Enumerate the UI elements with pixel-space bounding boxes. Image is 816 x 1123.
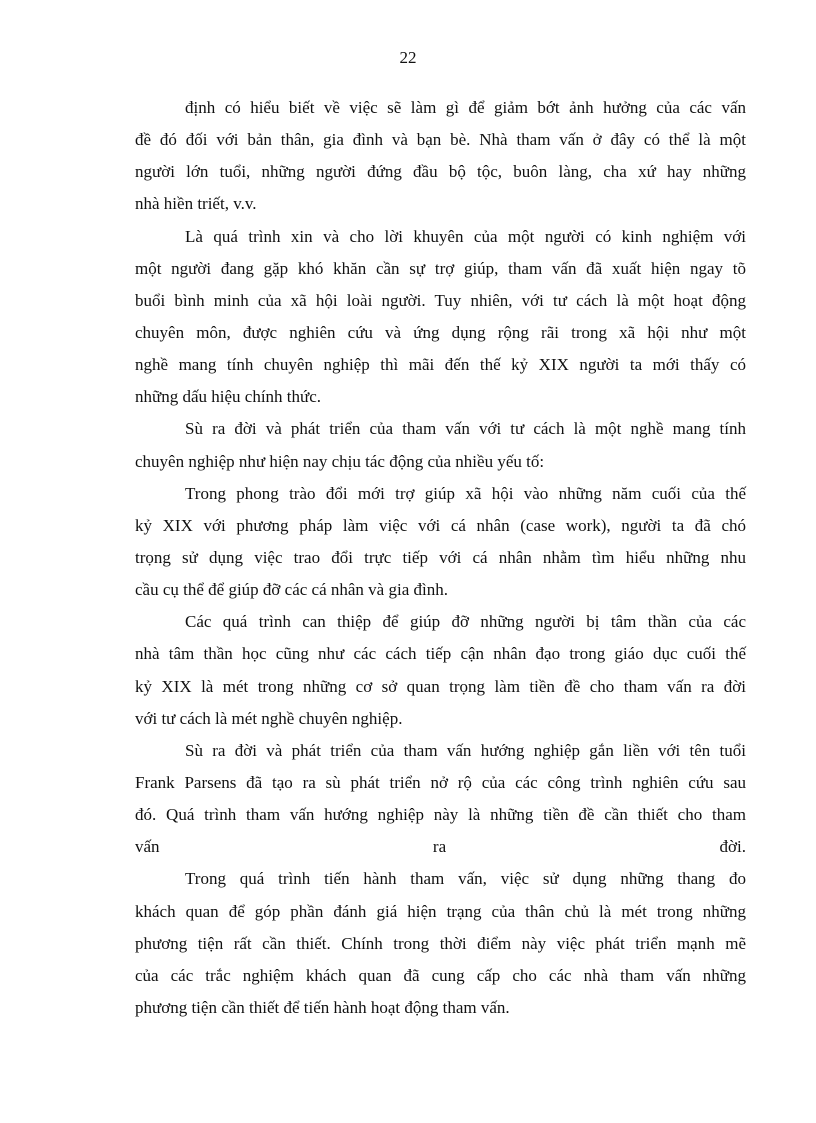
paragraph	[135, 738, 746, 867]
text-line: đề đó đối với bản thân, gia đình và bạn bè. Nhà tham vấn ở đây có thể là một	[135, 130, 746, 150]
text-line: buổi bình minh của xã hội loài người. Tuy nhiên, với tư cách là một hoạt động	[135, 290, 746, 310]
text-line: Trong quá trình tiến hành tham vấn, việc sử dụng những thang đo	[185, 869, 746, 889]
text-line: chuyên nghiệp như hiện nay chịu tác động của nhiều yếu tố:	[135, 451, 545, 471]
text-line: Trong phong trào đổi mới trợ giúp xã hội vào những năm cuối của thế	[185, 483, 746, 503]
text-line: vấn ra đời.	[135, 837, 746, 857]
text-line: nghề mang tính chuyên nghiệp thì mãi đến thế kỷ XIX người ta mới thấy có	[135, 355, 746, 375]
paragraph	[135, 224, 746, 417]
text-line: khách quan để góp phần đánh giá hiện trạng của thân chủ là mét trong những	[135, 901, 746, 921]
text-line: chuyên môn, được nghiên cứu và ứng dụng rộng rãi trong xã hội như một	[135, 322, 746, 342]
text-line: nhà hiền triết, v.v.	[135, 194, 257, 214]
text-line: kỷ XIX với phương pháp làm việc với cá nhân (case work), người ta đã chó	[135, 515, 746, 535]
paragraph	[135, 609, 746, 738]
text-line: Các quá trình can thiệp để giúp đỡ những người bị tâm thần của các	[185, 612, 746, 632]
paragraph	[135, 95, 746, 224]
page-number: 22	[399, 48, 417, 67]
text-line: những dấu hiệu chính thức.	[135, 387, 322, 407]
text-line: cầu cụ thể để giúp đỡ các cá nhân và gia đình.	[135, 580, 448, 600]
text-line: với tư cách là mét nghề chuyên nghiệp.	[135, 708, 403, 728]
text-line: một người đang gặp khó khăn cần sự trợ giúp, tham vấn đã xuất hiện ngay tõ	[135, 258, 746, 278]
text-line: kỷ XIX là mét trong những cơ sở quan trọng làm tiền đề cho tham vấn ra đời	[135, 676, 746, 696]
text-line: phương tiện rất cần thiết. Chính trong thời điểm này việc phát triển mạnh mẽ	[135, 933, 746, 953]
paragraph	[135, 481, 746, 610]
text-line: Sù ra đời và phát triển của tham vấn với tư cách là một nghề mang tính	[185, 419, 746, 439]
text-line: Là quá trình xin và cho lời khuyên của một người có kinh nghiệm với	[185, 226, 746, 246]
text-line: đó. Quá trình tham vấn hướng nghiệp này là những tiền đề cần thiết cho tham	[135, 805, 746, 825]
document-body	[135, 95, 746, 1027]
text-line: của các trắc nghiệm khách quan đã cung cấp cho các nhà tham vấn những	[135, 965, 746, 985]
text-line: Frank Parsens đã tạo ra sù phát triển nở rộ của các công trình nghiên cứu sau	[135, 772, 746, 792]
text-line: Sù ra đời và phát triển của tham vấn hướng nghiệp gắn liền với tên tuổi	[185, 740, 746, 760]
text-line: nhà tâm thần học cũng như các cách tiếp cận nhân đạo trong giáo dục cuối thế	[135, 644, 746, 664]
text-line: trọng sử dụng việc trao đổi trực tiếp với cá nhân nhằm tìm hiểu những nhu	[135, 547, 746, 567]
text-line: người lớn tuổi, những người đứng đầu bộ tộc, buôn làng, cha xứ hay những	[135, 162, 746, 182]
paragraph	[135, 416, 746, 480]
text-line: định có hiểu biết về việc sẽ làm gì để giảm bớt ảnh hưởng của các vấn	[185, 98, 746, 117]
paragraph	[135, 866, 746, 1027]
text-line: phương tiện cần thiết để tiến hành hoạt động tham vấn.	[135, 997, 510, 1017]
